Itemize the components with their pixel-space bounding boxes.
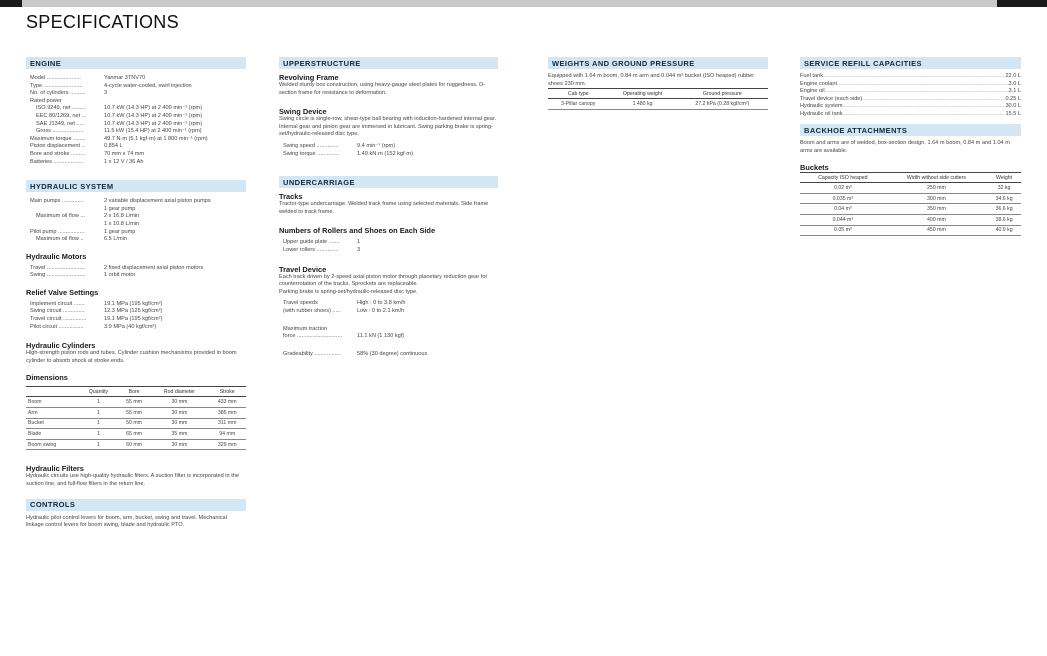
roller-value: 1 (357, 239, 361, 246)
top-bar (0, 0, 1047, 7)
buckets-cell: 0.044 m³ (800, 214, 886, 225)
weights-table (548, 88, 768, 110)
refill-value: 3.1 L (1008, 88, 1021, 94)
column-1 (26, 57, 246, 530)
controls-header: CONTROLS (26, 499, 246, 511)
dimensions-cell: 30 mm (150, 439, 208, 450)
hydraulic-spec-key: Pilot pump ................. (30, 228, 85, 235)
gradeability-row (279, 351, 498, 359)
hydraulic-motors-title: Hydraulic Motors (26, 251, 87, 261)
buckets-table (800, 172, 1021, 236)
swing-spec-key: Swing torque .............. (283, 150, 339, 157)
dimensions-cell: Boom swing (26, 439, 79, 450)
tracks-title: Tracks (279, 192, 303, 202)
buckets-cell: 350 mm (886, 204, 987, 215)
relief-valve-value: 19.1 MPa (195 kgf/cm²) (104, 300, 163, 307)
buckets-cell: 40.9 kg (987, 225, 1021, 236)
relief-valve-row (26, 308, 246, 316)
swing-spec-row (279, 143, 498, 151)
refill-list (800, 73, 1021, 118)
refill-header: SERVICE REFILL CAPACITIES (800, 57, 1021, 69)
engine-spec-row (26, 136, 246, 144)
refill-row (800, 81, 1021, 89)
gradeability-value: 58% (30 degree) continuous (357, 350, 428, 357)
dimensions-cell: 60 mm (118, 439, 151, 450)
relief-valve-row (26, 316, 246, 324)
relief-valve-key: Swing circuit .............. (30, 308, 85, 315)
hydraulic-spec-row (26, 236, 246, 244)
hydraulic-motor-key: Travel ......................... (30, 264, 86, 271)
engine-spec-key: Maximum torque ........ (30, 135, 86, 142)
roller-key: Lower rollers .............. (283, 246, 339, 253)
engine-spec-key: Gross .................... (36, 128, 84, 135)
engine-spec-row (26, 105, 246, 113)
dimensions-row (26, 439, 246, 450)
engine-spec-key: SAE J1349, net ..... (36, 120, 85, 127)
roller-row (279, 247, 498, 255)
buckets-title: Buckets (800, 163, 829, 173)
engine-spec-value: 0.854 L (104, 143, 123, 150)
engine-spec-value: 3 (104, 90, 108, 97)
buckets-cell: 0.05 m³ (800, 225, 886, 236)
weights-cell: 27.2 kPa (0.28 kgf/cm²) (677, 99, 768, 110)
refill-row (800, 111, 1021, 119)
dimensions-cell: Arm (26, 408, 79, 419)
engine-spec-row (26, 75, 246, 83)
engine-spec-row (26, 113, 246, 121)
hydraulic-spec-row (26, 221, 246, 229)
travel-speed-high: High : 0 to 3.8 km/h (357, 300, 406, 307)
dimensions-table (26, 386, 246, 450)
dimensions-row (26, 397, 246, 408)
buckets-row (800, 193, 1021, 204)
refill-value: 3.0 L (1008, 80, 1021, 87)
hydraulic-spec-value: 1 gear pump (104, 228, 136, 235)
engine-spec-key: Piston displacement .. (30, 143, 85, 150)
buckets-cell: 34.6 kg (987, 193, 1021, 204)
swing-spec-value: 9.4 min⁻¹ (rpm) (357, 142, 396, 149)
revolving-frame-text: Welded sturdy box construction, using heavy-gauge steel plates for ruggedness. D-section frame for resistance to deformation. (279, 82, 486, 96)
hydraulic-spec-key (30, 206, 104, 214)
upperstructure-header: UPPERSTRUCTURE (279, 57, 498, 69)
relief-valve-key: Pilot circuit ................ (30, 323, 84, 330)
refill-row (800, 88, 1021, 96)
dimensions-cell: 1 (79, 408, 117, 419)
engine-spec-row (26, 143, 246, 151)
relief-valve-row (26, 301, 246, 309)
column-4 (800, 57, 1021, 236)
dimensions-cell: Boom (26, 397, 79, 408)
dimensions-cell: 329 mm (208, 439, 246, 450)
buckets-cell: 0.035 m³ (800, 193, 886, 204)
dimensions-title: Dimensions (26, 373, 68, 383)
traction-label: Maximum traction (283, 325, 328, 332)
traction-row (279, 326, 498, 341)
dimensions-header-cell: Stroke (208, 387, 246, 397)
refill-value: 22.0 L (1005, 73, 1021, 79)
refill-value: 0.25 L (1005, 95, 1021, 102)
hydraulic-spec-row (26, 206, 246, 214)
rollers-list (279, 239, 498, 254)
relief-valve-list (26, 301, 246, 331)
refill-leader (843, 111, 1006, 119)
buckets-cell: 36.6 kg (987, 204, 1021, 215)
weights-text: Equipped with 1.64 m boom, 0.84 m arm and 0.044 m³ bucket (ISO heaped) rubber shoes 230 mm. (548, 73, 755, 87)
engine-spec-value: 70 mm x 74 mm (104, 150, 145, 157)
refill-key: Fuel tank (800, 73, 824, 79)
refill-leader (837, 81, 1009, 89)
dimensions-cell: 30 mm (150, 397, 208, 408)
swing-spec-key: Swing speed .............. (283, 142, 339, 149)
buckets-cell: 38.6 kg (987, 214, 1021, 225)
roller-key: Upper guide plate ....... (283, 239, 340, 246)
engine-spec-value: 1 x 12 V / 36 Ah (104, 158, 144, 165)
weights-header-cell: Ground pressure (677, 89, 768, 99)
engine-spec-value: 10.7 kW (14.3 HP) at 2 400 min⁻¹ (rpm) (104, 112, 203, 119)
relief-valve-value: 12.3 MPa (125 kgf/cm²) (104, 308, 163, 315)
dimensions-cell: 433 mm (208, 397, 246, 408)
dimensions-cell: 311 mm (208, 418, 246, 429)
dimensions-cell: Blade (26, 429, 79, 440)
travel-speed-low: Low : 0 to 2.1 km/h (357, 307, 405, 314)
refill-key: Travel device (each side) (800, 95, 863, 102)
top-bar-left-block (0, 0, 22, 7)
dimensions-cell: Bucket (26, 418, 79, 429)
hydraulic-motor-row (26, 265, 246, 273)
buckets-row (800, 204, 1021, 215)
travel-speeds-label-2: (with rubber shoes) ..... (283, 307, 341, 314)
buckets-cell: 250 mm (886, 183, 987, 194)
dimensions-header-cell: Quantity (79, 387, 117, 397)
hydraulic-motor-value: 2 fixed displacement axial piston motors (104, 264, 204, 271)
travel-device-title: Travel Device (279, 264, 327, 274)
dimensions-row (26, 418, 246, 429)
buckets-cell: 32 kg (987, 183, 1021, 194)
engine-spec-value: 10.7 kW (14.3 HP) at 2 400 min⁻¹ (rpm) (104, 120, 203, 127)
parking-brake-text: Parking brake is spring-set/hydraulic-released disc type. (279, 288, 418, 295)
refill-leader (843, 103, 1006, 111)
hydraulic-cylinders-text: High-strength piston rods and tubes. Cylinder cushion mechanisms provided in boom cylinder to absorb shock at stroke ends. (26, 350, 237, 364)
hydraulic-spec-row (26, 198, 246, 206)
relief-valve-title: Relief Valve Settings (26, 287, 99, 297)
hydraulic-header: HYDRAULIC SYSTEM (26, 180, 246, 192)
undercarriage-header: UNDERCARRIAGE (279, 176, 498, 188)
refill-leader (862, 96, 1005, 104)
buckets-cell: 0.04 m³ (800, 204, 886, 215)
hydraulic-filters-title: Hydraulic Filters (26, 464, 84, 474)
dimensions-row (26, 408, 246, 419)
engine-spec-row (26, 151, 246, 159)
engine-spec-key: No. of cylinders .......... (30, 90, 86, 97)
engine-spec-row (26, 128, 246, 136)
column-3 (548, 57, 768, 110)
engine-spec-key: Batteries ................... (30, 158, 84, 165)
backhoe-header: BACKHOE ATTACHMENTS (800, 124, 1021, 136)
weights-header-cell: Operating weight (608, 89, 676, 99)
hydraulic-spec-value: 6.5 L/min (104, 236, 128, 243)
gradeability-label: Gradeability ................. (283, 350, 341, 357)
swing-spec-value: 1.49 kN·m (152 kgf·m) (357, 150, 413, 157)
rollers-title: Numbers of Rollers and Shoes on Each Side (279, 226, 436, 236)
relief-valve-value: 19.1 MPa (195 kgf/cm²) (104, 316, 163, 323)
refill-value: 30.0 L (1005, 103, 1021, 109)
revolving-frame-title: Revolving Frame (279, 73, 339, 82)
relief-valve-key: Implement circuit ....... (30, 300, 85, 307)
top-bar-right-block (997, 0, 1047, 7)
hydraulic-motor-row (26, 272, 246, 280)
hydraulic-spec-value: 1 gear pump (104, 205, 136, 212)
refill-value: 15.5 L (1005, 110, 1021, 117)
hydraulic-spec-list (26, 198, 246, 244)
dimensions-cell: 55 mm (118, 408, 151, 419)
dimensions-row (26, 429, 246, 440)
buckets-cell: 450 mm (886, 225, 987, 236)
hydraulic-spec-key: Maximum oil flow ... (36, 213, 86, 220)
engine-spec-key: Model ...................... (30, 75, 81, 81)
engine-spec-key: ISO 9249, net ......... (36, 105, 87, 112)
buckets-row (800, 214, 1021, 225)
engine-header: ENGINE (26, 57, 246, 69)
engine-spec-row (26, 90, 246, 98)
backhoe-text: Boom and arms are of welded, box-section design. 1.64 m boom, 0.84 m and 1.04 m arms are available. (800, 140, 1010, 154)
dimensions-cell: 50 mm (118, 418, 151, 429)
refill-key: Engine oil (800, 88, 825, 94)
refill-key: Hydraulic system (800, 103, 843, 109)
buckets-row (800, 183, 1021, 194)
weights-cell: 1 480 kg (608, 99, 676, 110)
travel-speeds-row (279, 300, 498, 315)
hydraulic-spec-value: 1 x 10.8 L/min (104, 220, 140, 227)
dimensions-cell: 55 mm (118, 397, 151, 408)
dimensions-header-cell: Bore (118, 387, 151, 397)
hydraulic-spec-value: 2 x 16.8 L/min (104, 213, 140, 220)
engine-spec-value: Yanmar 3TNV70 (104, 75, 146, 81)
engine-spec-value: 11.5 kW (15.4 HP) at 2 400 min⁻¹ (rpm) (104, 128, 202, 135)
engine-spec-value: 10.7 kW (14.3 HP) at 2 400 min⁻¹ (rpm) (104, 105, 203, 112)
refill-key: Engine coolant (800, 80, 838, 87)
swing-device-title: Swing Device (279, 107, 327, 117)
swing-device-text: Swing circle is single-row, shear-type ball bearing with induction-hardened internal gear. Internal gear and pinion gear are immersed in lubricant. Swing parking brake is spring-set/hydraulic-released disc type. (279, 116, 497, 138)
dimensions-cell: 65 mm (118, 429, 151, 440)
refill-row (800, 96, 1021, 104)
engine-spec-key: Type ......................... (30, 82, 83, 89)
hydraulic-motor-value: 1 orbit motor (104, 272, 136, 279)
hydraulic-spec-value: 2 variable displacement axial piston pumps (104, 198, 211, 205)
hydraulic-spec-key: Main pumps .............. (30, 198, 84, 205)
hydraulic-spec-key (30, 221, 104, 229)
hydraulic-spec-key: Maximum oil flow .. (36, 236, 84, 243)
buckets-row (800, 225, 1021, 236)
engine-spec-row (26, 159, 246, 167)
buckets-header-cell: Weight (987, 173, 1021, 183)
refill-row (800, 103, 1021, 111)
dimensions-cell: 1 (79, 418, 117, 429)
engine-spec-row (26, 98, 246, 106)
refill-row (800, 73, 1021, 81)
roller-row (279, 239, 498, 247)
dimensions-cell: 30 mm (150, 408, 208, 419)
relief-valve-value: 3.9 MPa (40 kgf/cm²) (104, 323, 157, 330)
dimensions-cell: 35 mm (150, 429, 208, 440)
swing-spec-list (279, 143, 498, 158)
weights-header: WEIGHTS AND GROUND PRESSURE (548, 57, 768, 69)
engine-spec-list (26, 75, 246, 166)
dimensions-cell: 30 mm (150, 418, 208, 429)
swing-spec-row (279, 151, 498, 159)
engine-spec-value: 49.7 N·m (5.1 kgf·m) at 1 800 min⁻¹ (rpm) (104, 135, 208, 142)
traction-value: 11.1 kN (1 130 kgf) (357, 333, 405, 340)
weights-header-cell: Cab type (548, 89, 608, 99)
page-title: SPECIFICATIONS (26, 12, 179, 32)
hydraulic-spec-row (26, 213, 246, 221)
dimensions-cell: 385 mm (208, 408, 246, 419)
hydraulic-motor-key: Swing ......................... (30, 272, 86, 279)
dimensions-cell: 94 mm (208, 429, 246, 440)
dimensions-cell: 1 (79, 429, 117, 440)
buckets-header-cell: Capacity ISO heaped (800, 173, 886, 183)
column-2 (279, 57, 498, 358)
controls-text: Hydraulic pilot control levers for boom, arm, bucket, swing and travel. Mechanical linkage control levers for boom swing, blade and hydraulic PTO. (26, 514, 227, 529)
travel-device-text: Each track driven by 2-speed axial piston motor through planetary reduction gear for counterrotation of the tracks. Sprockets are replaceable. (279, 273, 488, 288)
refill-leader (823, 73, 1005, 81)
weights-row (548, 99, 768, 110)
hydraulic-filters-text: Hydraulic circuits use high-quality hydraulic filters. A suction filter is incorporated in the suction line, and full-flow filters in the return line. (26, 473, 239, 487)
engine-spec-key: EEC 80/1269, net ... (36, 112, 87, 119)
buckets-cell: 400 mm (886, 214, 987, 225)
relief-valve-key: Travel circuit ............... (30, 316, 87, 323)
dimensions-header-cell: Rod diameter (150, 387, 208, 397)
engine-spec-value: 4-cycle water-cooled, swirl injection (104, 82, 192, 89)
roller-value: 3 (357, 246, 361, 253)
refill-key: Hydraulic oil tank (800, 110, 843, 117)
buckets-header-cell: Width without side cutters (886, 173, 987, 183)
relief-valve-row (26, 324, 246, 332)
traction-label-2: force ............................. (283, 333, 343, 340)
engine-spec-key: Bore and stroke ......... (30, 150, 86, 157)
tracks-text: Tractor-type undercarriage. Welded track frame using selected materials. Side frame welded to track frame. (279, 201, 489, 215)
engine-spec-row (26, 121, 246, 129)
dimensions-cell: 1 (79, 397, 117, 408)
hydraulic-spec-row (26, 229, 246, 237)
buckets-cell: 0.02 m³ (800, 183, 886, 194)
hydraulic-cylinders-title: Hydraulic Cylinders (26, 341, 96, 351)
engine-spec-key: Rated power (30, 97, 62, 104)
buckets-cell: 300 mm (886, 193, 987, 204)
refill-leader (825, 88, 1009, 96)
weights-cell: 3-Pillar canopy (548, 99, 608, 110)
dimensions-cell: 1 (79, 439, 117, 450)
engine-spec-row (26, 83, 246, 91)
hydraulic-motors-list (26, 265, 246, 280)
dimensions-header-cell (26, 387, 79, 397)
travel-speeds-label: Travel speeds (283, 300, 318, 307)
